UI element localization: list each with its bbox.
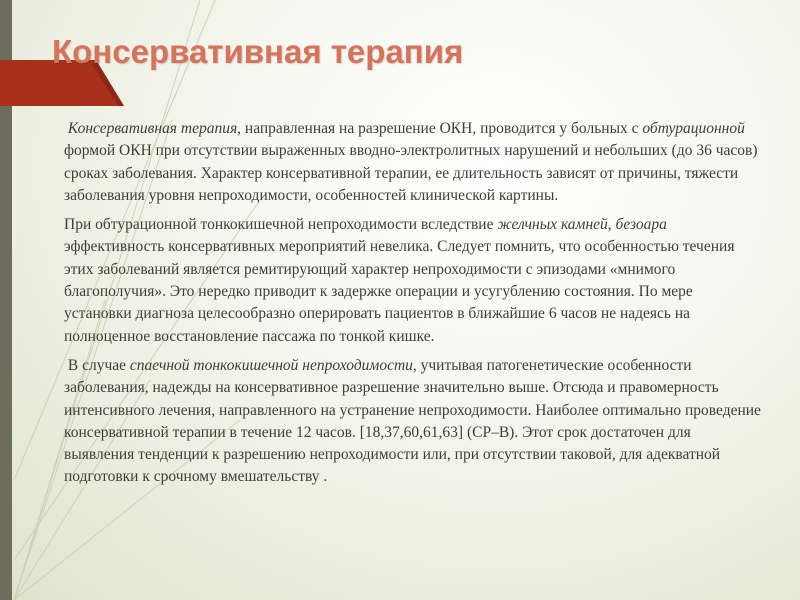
- emphasis-term: обтурационной: [642, 120, 745, 137]
- paragraph-text: При обтурационной тонкокишечной непроходимости вследствие: [64, 216, 498, 234]
- slide-title: Консервативная терапия: [52, 33, 464, 70]
- paragraph-3: [64, 355, 764, 489]
- emphasis-term: Консервативная терапия: [67, 120, 238, 137]
- paragraph-text: ,: [607, 216, 616, 234]
- paragraph-text: эффективность консервативных мероприятий невелика. Следует помнить, что особенностью течения этих заболеваний является ремитирующий характер непроходимости с эпизодами «мнимого благополучия». Это нередко приводит к задержке операции и усугублению состояния. По мере установки диагноза целесообразно оперировать пациентов в ближайшие 6 часов не надеясь на полноценное восстановление пассажа по тонкой кишке.: [64, 238, 735, 345]
- paragraph-1: [64, 118, 764, 207]
- slide-body: [64, 118, 764, 496]
- paragraph-text: , направленная на разрешение ОКН, проводится у больных с: [237, 120, 643, 137]
- paragraph-text: В случае: [64, 356, 130, 374]
- emphasis-term: безоара: [615, 216, 667, 234]
- emphasis-term: желчных камней: [497, 216, 608, 234]
- emphasis-term: спаечной тонкокишечной непроходимости: [129, 356, 413, 374]
- paragraph-2: [64, 214, 764, 348]
- paragraph-text: , учитывая патогенетические особенности заболевания, надежды на консервативное разрешение значительно выше. Отсюда и правомерность интенсивного лечения, направленного на устранение непроходимости. Наиболее оптимально проведение консервативной терапии в течение 12 часов. [18,37,60,61,63] (СР–В). Этот срок достаточен для выявления тенденции к разрешению непроходимости или, при отсутствии таковой, для адекватной подготовки к срочному вмешательству .: [64, 356, 761, 486]
- paragraph-text: формой ОКН при отсутствии выраженных вводно-электролитных нарушений и небольших (до 36 часов) сроках заболевания. Характер консервативной терапии, ее длительность зависят от причины, тяжести заболевания уровня непроходимости, особенностей клинической картины.: [64, 142, 758, 204]
